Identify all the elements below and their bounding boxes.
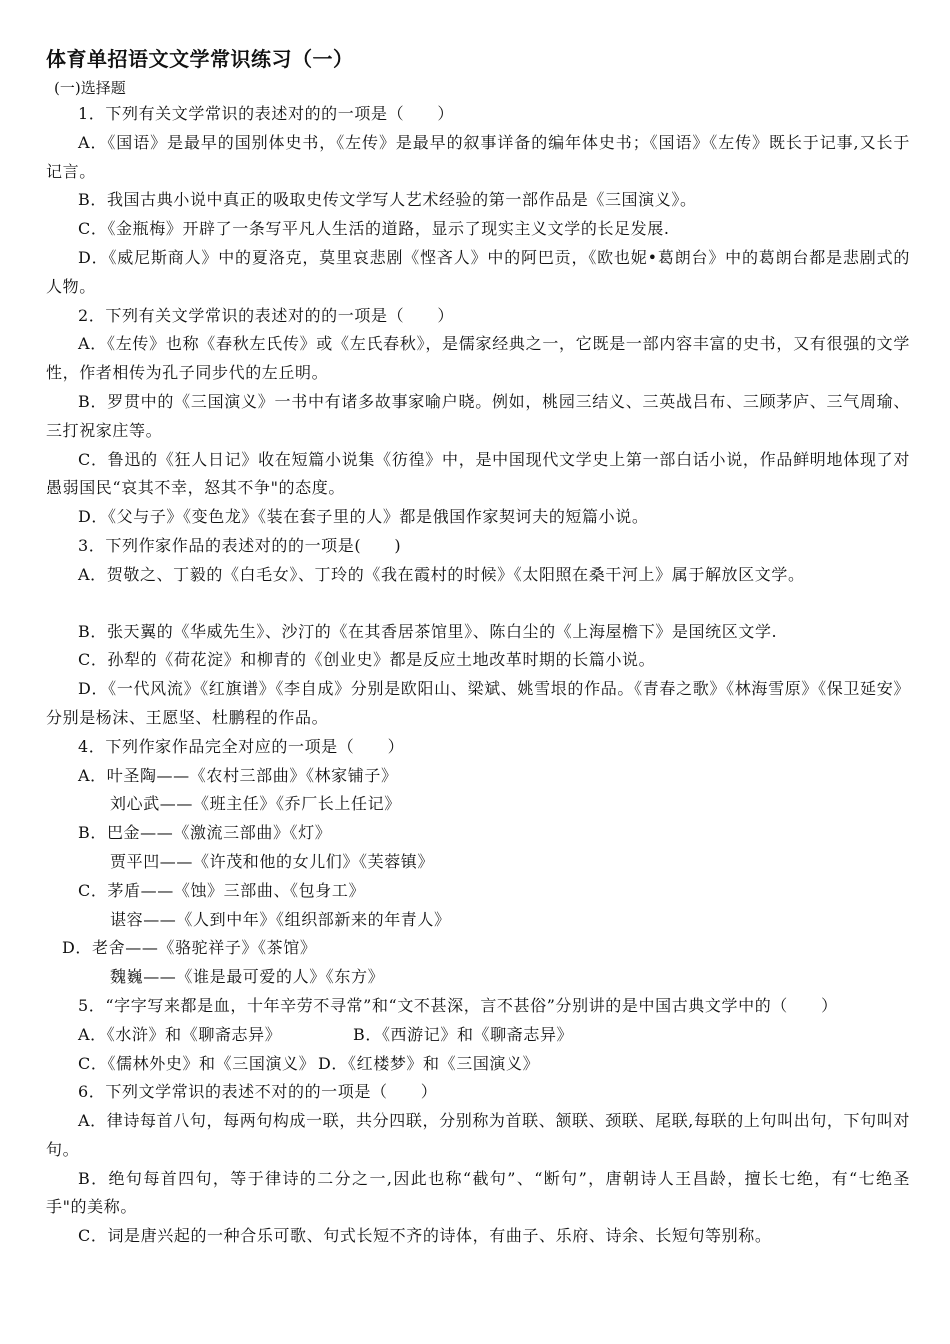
option-b: B．罗贯中的《三国演义》一书中有诸多故事家喻户晓。例如，桃园三结义、三英战吕布、三顾茅庐、三气周瑜、三打祝家庄等。: [46, 391, 910, 440]
option-c: C．孙犁的《荷花淀》和柳青的《创业史》都是反应土地改革时期的长篇小说。: [78, 650, 656, 670]
question-stem: 6．下列文学常识的表述不对的的一项是（ ）: [78, 1082, 438, 1102]
question-2: [46, 302, 910, 532]
option-a: A．《左传》也称《春秋左氏传》或《左氏春秋》，是儒家经典之一，它既是一部内容丰富的史书，又有很强的文学性，作者相传为孔子同步代的左丘明。: [46, 334, 910, 383]
question-6: [46, 1078, 910, 1251]
page-title: 体育单招语文文学常识练习（一）: [46, 47, 354, 71]
option-b: B．《西游记》和《聊斋志异》: [353, 1024, 574, 1044]
question-stem: 2．下列有关文学常识的表述对的的一项是（ ）: [78, 305, 454, 325]
question-stem: 3．下列作家作品的表述对的的一项是( ): [78, 535, 402, 555]
option-b: B．张天翼的《华威先生》、沙汀的《在其香居茶馆里》、陈白尘的《上海屋檐下》是国统区文学.: [78, 621, 778, 641]
option-a-line-1: A．叶圣陶——《农村三部曲》《林家铺子》: [78, 765, 398, 785]
question-stem: 5．“字字写来都是血，十年辛劳不寻常”和“文不甚深，言不甚俗”分别讲的是中国古典文学中的（ ）: [78, 995, 838, 1015]
question-1: [46, 100, 910, 302]
option-c: C．词是唐兴起的一种合乐可歌、句式长短不齐的诗体，有曲子、乐府、诗余、长短句等别称。: [78, 1226, 772, 1246]
question-3: [46, 532, 910, 733]
option-a-line-2: 刘心武——《班主任》《乔厂长上任记》: [110, 794, 401, 814]
option-d: D．《红楼梦》和《三国演义》: [318, 1053, 540, 1073]
option-d-line-1: D．老舍——《骆驼祥子》《茶馆》: [62, 938, 317, 958]
blank-line: [46, 590, 910, 618]
option-b-line-2: 贾平凹——《许茂和他的女儿们》《芙蓉镇》: [110, 851, 435, 871]
section-heading: (一)选择题: [54, 79, 126, 97]
option-a: A．贺敬之、丁毅的《白毛女》、丁玲的《我在霞村的时候》《太阳照在桑干河上》属于解放区文学。: [78, 564, 805, 584]
option-d: D．《父与子》《变色龙》《装在套子里的人》都是俄国作家契诃夫的短篇小说。: [78, 507, 649, 527]
option-d: D．《威尼斯商人》中的夏洛克，莫里哀悲剧《悭吝人》中的阿巴贡，《欧也妮•葛朗台》中的葛朗台都是悲剧式的人物。: [46, 247, 910, 296]
option-c-line-1: C．茅盾——《蚀》三部曲、《包身工》: [78, 880, 366, 900]
option-a: A．律诗每首八句，每两句构成一联，共分四联，分别称为首联、颔联、颈联、尾联,每联的上句叫出句，下句叫对句。: [46, 1111, 910, 1159]
question-4: [46, 733, 910, 992]
question-stem: 4．下列作家作品完全对应的一项是（ ）: [78, 736, 405, 756]
option-b: B．绝句每首四句，等于律诗的二分之一,因此也称“截句”、“断句”，唐朝诗人王昌龄，擅长七绝，有“七绝圣手"的美称。: [46, 1168, 910, 1217]
option-d: D．《一代风流》《红旗谱》《李自成》分别是欧阳山、梁斌、姚雪垠的作品。《青春之歌》《林海雪原》《保卫延安》分别是杨沫、王愿坚、杜鹏程的作品。: [46, 679, 910, 727]
option-c: C．鲁迅的《狂人日记》收在短篇小说集《彷徨》中，是中国现代文学史上第一部白话小说，作品鲜明地体现了对愚弱国民“哀其不幸，怒其不争"的态度。: [46, 449, 910, 498]
options-row-1: [46, 1021, 910, 1050]
option-c: C．《儒林外史》和《三国演义》: [78, 1053, 316, 1073]
option-b-line-1: B．巴金——《激流三部曲》《灯》: [78, 823, 332, 843]
option-c-line-2: 谌容——《人到中年》《组织部新来的年青人》: [110, 909, 451, 929]
option-c: C．《金瓶梅》开辟了一条写平凡人生活的道路，显示了现实主义文学的长足发展.: [78, 219, 670, 239]
option-b: B．我国古典小说中真正的吸取史传文学写人艺术经验的第一部作品是《三国演义》。: [78, 190, 697, 210]
question-stem: 1．下列有关文学常识的表述对的的一项是（ ）: [78, 104, 454, 123]
option-d-line-2: 魏巍——《谁是最可爱的人》《东方》: [110, 967, 385, 987]
option-a: A．《国语》是最早的国别体史书，《左传》是最早的叙事详备的编年体史书；《国语》《左传》既长于记事,又长于记言。: [46, 132, 910, 181]
question-5: [46, 992, 910, 1078]
options-row-2: [46, 1050, 910, 1079]
option-a: A．《水浒》和《聊斋志异》: [78, 1024, 282, 1044]
